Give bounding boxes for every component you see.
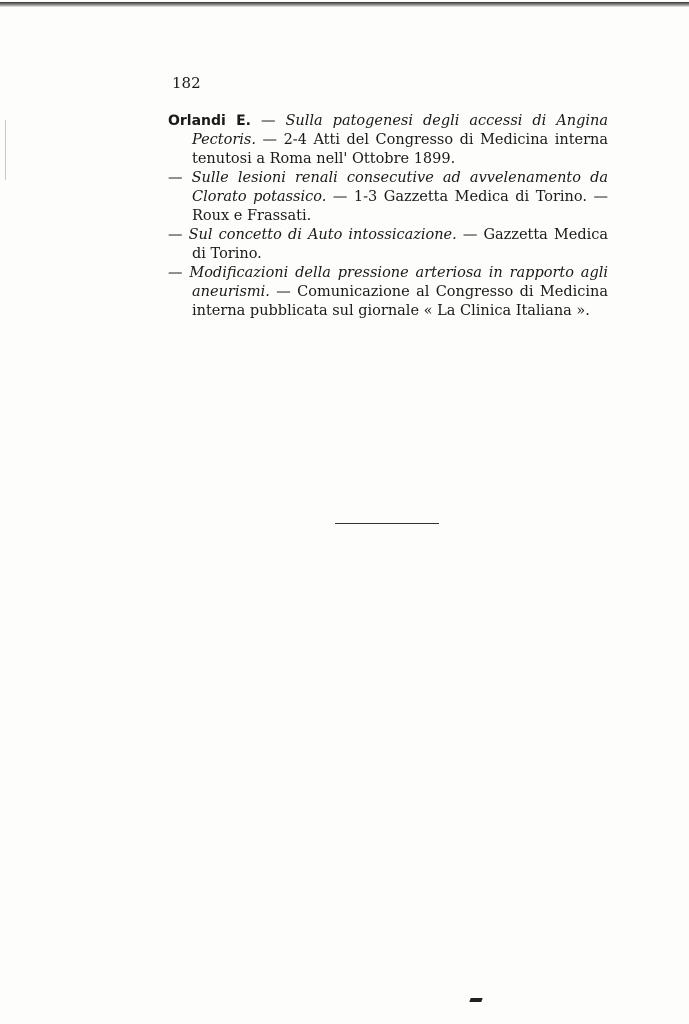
entry-title: Sulle lesioni renali consecutive ad avvelenamento da Clorato potassico. — [191, 170, 609, 205]
entry-author: Orlandi E. — [168, 113, 251, 129]
ink-mark — [469, 998, 482, 1002]
entry-dash: — — [168, 265, 183, 281]
page-number: 182 — [172, 74, 201, 92]
section-separator — [335, 523, 439, 524]
page-top-edge — [0, 2, 689, 7]
bibliography-entry — [168, 226, 608, 264]
entry-source: — 1-3 Gazzetta Medica di Torino. — Roux e Frassati. — [192, 189, 608, 224]
bibliography-list — [168, 112, 608, 321]
entry-source: — Gazzetta Medica di Torino. — [192, 227, 609, 262]
entry-source: — Comunicazione al Congresso di Medicina interna pubblicata sul giornale « La Clinica Italiana ». — [192, 284, 608, 319]
bibliography-entry — [168, 112, 608, 169]
margin-mark — [5, 120, 6, 180]
entry-title: Modificazioni della pressione arteriosa in rapporto agli aneurismi. — [189, 265, 609, 300]
bibliography-entry — [168, 264, 608, 321]
entry-dash: — — [260, 113, 276, 129]
entry-title: Sulla patogenesi degli accessi di Angina Pectoris. — [192, 113, 609, 148]
entry-title: Sul concetto di Auto intossicazione. — [188, 227, 457, 243]
entry-dash: — — [168, 227, 183, 243]
entry-source: — 2-4 Atti del Congresso di Medicina interna tenutosi a Roma nell' Ottobre 1899. — [192, 132, 609, 167]
entry-dash: — — [168, 170, 183, 186]
bibliography-entry — [168, 169, 608, 226]
